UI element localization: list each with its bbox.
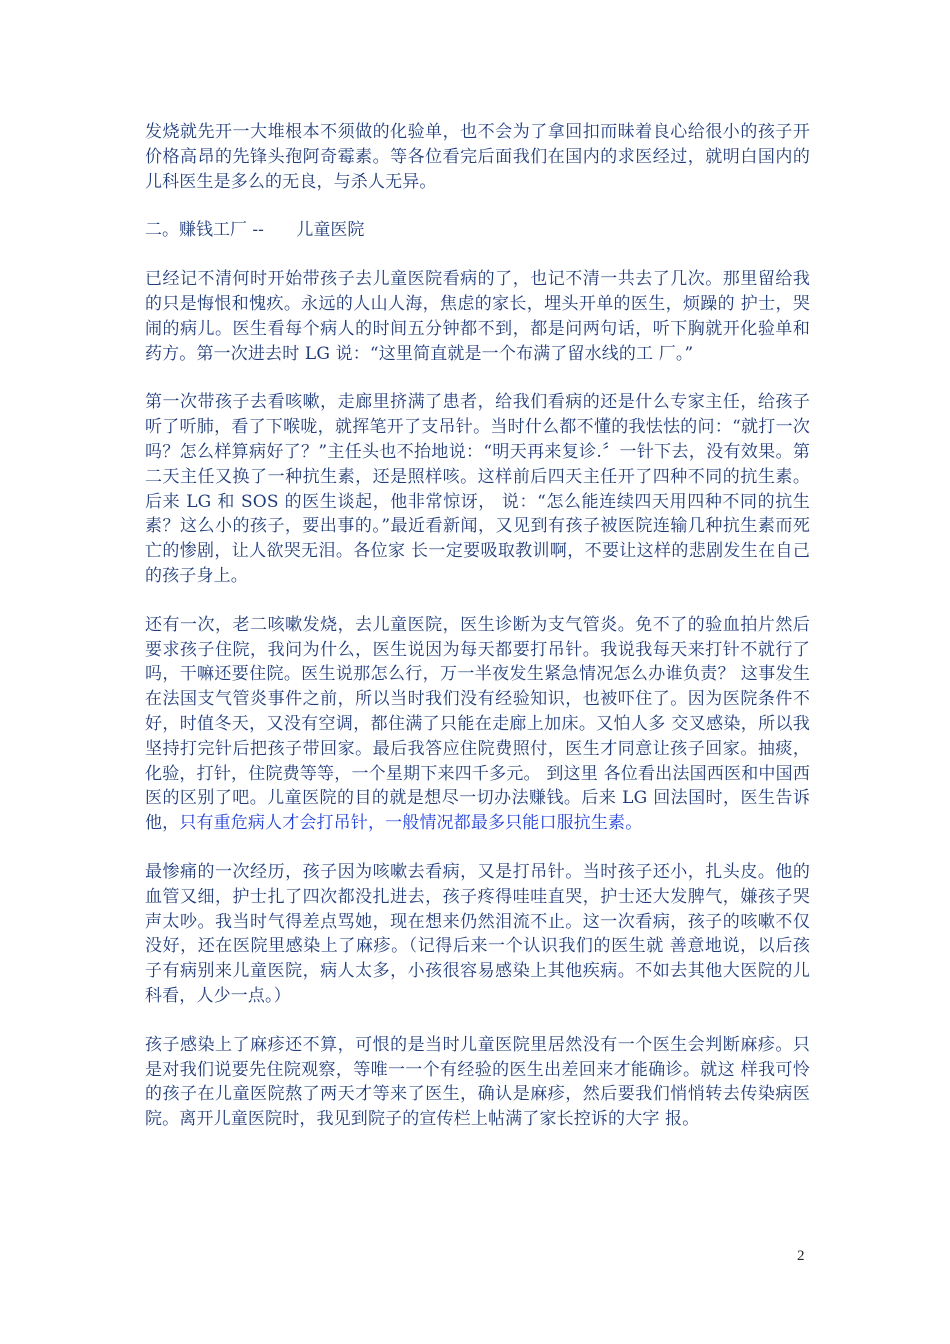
paragraph-1: 发烧就先开一大堆根本不须做的化验单，也不会为了拿回扣而昧着良心给很小的孩子开价格高昂的先锋头孢阿奇霉素。等各位看完后面我们在国内的求医经过，就明白国内的儿科医生是多么的无良，与杀人无异。 (145, 122, 810, 192)
paragraph-6: 孩子感染上了麻疹还不算，可恨的是当时儿童医院里居然没有一个医生会判断麻疹。只是对我们说要先住院观察，等唯一一个有经验的医生出差回来才能确诊。就这 样我可怜的孩子在儿童医院熬了两天才等来了医生，确认是麻疹，然后要我们悄悄转去传染病医院。离开儿童医院时，我见到院子的宣传栏上帖满了家长控诉的大字 报。 (145, 1034, 810, 1130)
paragraph-4-highlight: 只有重危病人才会打吊针，一般情况都最多只能口服抗生素。 (179, 813, 643, 834)
section-heading: 二。赚钱工厂 -- 儿童医院 (145, 220, 365, 241)
paragraph-4 (145, 613, 810, 836)
page-number: 2 (797, 1248, 805, 1264)
page-content (145, 120, 810, 1156)
paragraph-3: 第一次带孩子去看咳嗽，走廊里挤满了患者，给我们看病的还是什么专家主任，给孩子听了听肺，看了下喉咙，就挥笔开了支吊针。当时什么都不懂的我怯怯的问：“就打一次吗？怎么样算病好了？”主任头也不抬地说：“明天再来复诊.〞一针下去，没有效果。第二天主任又换了一种抗生素，还是照样咳。这样前后四天主任开了四种不同的抗生素。后来 LG 和 SOS 的医生谈起，他非常惊讶， 说：“怎么能连续四天用四种不同的抗生素？这么小的孩子，要出事的。”最近看新闻，又见到有孩子被医院连输几种抗生素而死亡的惨剧，让人欲哭无泪。各位家 长一定要吸取教训啊，不要让这样的悲剧发生在自己的孩子身上。 (145, 392, 810, 586)
paragraph-4-main: 还有一次，老二咳嗽发烧，去儿童医院，医生诊断为支气管炎。免不了的验血拍片然后要求孩子住院，我问为什么，医生说因为每天都要打吊针。我说我每天来打针不就行了吗，干嘛还要住院。医生说那怎么行，万一半夜发生紧急情况怎么办谁负责？ 这事发生在法国支气管炎事件之前，所以当时我们没有经验知识，也被吓住了。因为医院条件不好，时值冬天，又没有空调，都住满了只能在走廊上加床。又怕人多 交叉感染，所以我坚持打完针后把孩子带回家。最后我答应住院费照付，医生才同意让孩子回家。抽痰，化验，打针，住院费等等，一个星期下来四千多元。 到这里 各位看出法国西医和中国西医的区别了吧。儿童医院的目的就是想尽一切办法赚钱。后来 LG 回法国时，医生告诉他， (145, 614, 810, 834)
paragraph-5: 最惨痛的一次经历，孩子因为咳嗽去看病，又是打吊针。当时孩子还小，扎头皮。他的血管又细，护士扎了四次都没扎进去，孩子疼得哇哇直哭，护士还大发脾气，嫌孩子哭声太吵。我当时气得差点骂她，现在想来仍然泪流不止。这一次看病，孩子的咳嗽不仅没好，还在医院里感染上了麻疹。（记得后来一个认识我们的医生就 善意地说，以后孩子有病别来儿童医院，病人太多，小孩很容易感染上其他疾病。不如去其他大医院的儿科看，人少一点。） (145, 861, 810, 1006)
paragraph-2: 已经记不清何时开始带孩子去儿童医院看病的了，也记不清一共去了几次。那里留给我的只是悔恨和愧疚。永远的人山人海，焦虑的家长，埋头开单的医生，烦躁的 护士，哭闹的病儿。医生看每个病人的时间五分钟都不到，都是问两句话，听下胸就开化验单和药方。第一次进去时 LG 说：“这里简直就是一个布满了留水线的工 厂。” (145, 269, 810, 364)
